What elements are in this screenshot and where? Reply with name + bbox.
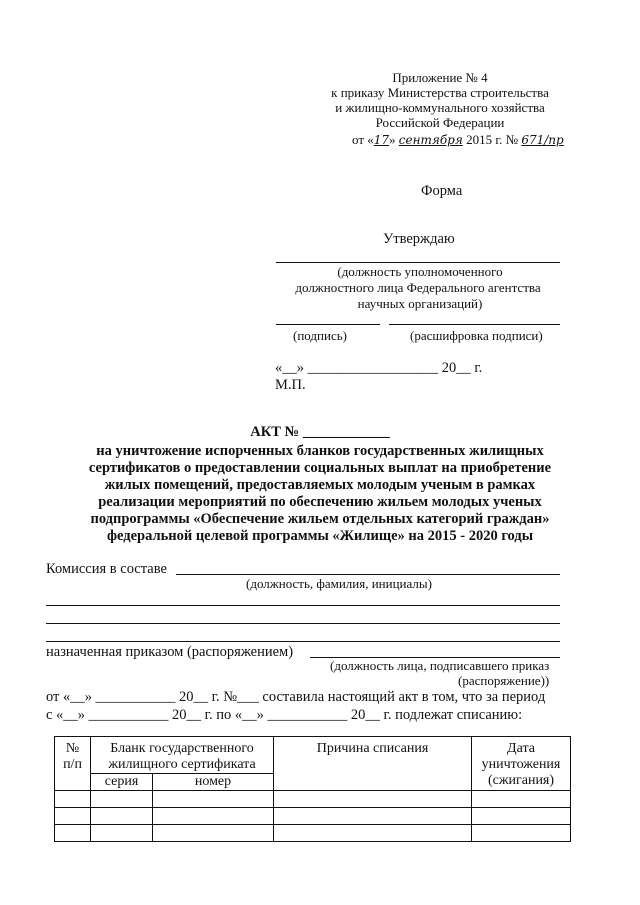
form-label: Форма xyxy=(421,183,463,199)
appointed-caption-2: (распоряжение)) xyxy=(458,673,550,688)
header-date: Дата уничтожения (сжигания) xyxy=(472,737,571,791)
date-number: 671/пр xyxy=(521,133,564,147)
position-caption-3: научных организаций) xyxy=(357,296,483,311)
table-cell xyxy=(472,825,571,842)
appendix-line-1: Приложение № 4 xyxy=(392,70,488,85)
table-cell xyxy=(55,791,91,808)
table-cell xyxy=(274,791,472,808)
date-month: сентября xyxy=(398,133,463,147)
title-line-5: подпрограммы «Обеспечение жильем отдельных категорий граждан» xyxy=(90,511,550,527)
date-prefix: от « xyxy=(352,132,374,147)
position-caption-2: должностного лица Федерального агентства xyxy=(295,280,541,295)
table-cell xyxy=(153,825,274,842)
title-line-6: федеральной целевой программы «Жилище» на 2015 - 2020 годы xyxy=(106,528,534,544)
table-cell xyxy=(55,825,91,842)
appendix-date xyxy=(352,132,564,148)
appointed-caption-1: (должность лица, подписавшего приказ xyxy=(330,658,550,673)
signature-line xyxy=(276,324,380,325)
appendix-line-4: Российской Федерации xyxy=(375,115,505,130)
decoding-caption: (расшифровка подписи) xyxy=(410,328,543,343)
appendix-line-2: к приказу Министерства строительства xyxy=(331,85,549,100)
table-cell xyxy=(55,808,91,825)
table-row xyxy=(55,808,571,825)
decoding-line xyxy=(389,324,560,325)
table-cell xyxy=(472,791,571,808)
table-cell xyxy=(153,808,274,825)
table-cell xyxy=(274,825,472,842)
date-year: 2015 г. № xyxy=(466,132,519,147)
table-cell xyxy=(153,791,274,808)
commission-line xyxy=(176,574,560,575)
header-blank: Бланк государственного жилищного сертификата xyxy=(91,737,274,774)
act-title: АКТ № ____________ xyxy=(250,424,390,440)
header-number: номер xyxy=(153,774,274,791)
table-cell xyxy=(472,808,571,825)
position-caption-1: (должность уполномоченного xyxy=(337,264,503,279)
appointed-label: назначенная приказом (распоряжением) xyxy=(46,644,294,660)
blank-line-3 xyxy=(46,641,560,642)
title-line-4: реализации мероприятий по обеспечению жильем молодых ученых xyxy=(98,494,542,510)
approve-label: Утверждаю xyxy=(383,231,455,247)
position-line xyxy=(276,262,560,263)
header-series: серия xyxy=(91,774,153,791)
header-reason: Причина списания xyxy=(274,737,472,791)
from-line: от «__» ___________ 20__ г. №___ составила настоящий акт в том, что за период xyxy=(46,689,546,705)
table-cell xyxy=(91,808,153,825)
table-cell xyxy=(91,791,153,808)
date-day: 17 xyxy=(373,133,390,147)
commission-label: Комиссия в составе xyxy=(46,561,167,577)
date-sep: » xyxy=(389,132,396,147)
stamp-label: М.П. xyxy=(275,377,306,393)
title-line-2: сертификатов о предоставлении социальных выплат на приобретение xyxy=(88,460,552,476)
table-cell xyxy=(91,825,153,842)
period-line: с «__» ___________ 20__ г. по «__» ___________ 20__ г. подлежат списанию: xyxy=(46,707,523,723)
title-line-1: на уничтожение испорченных бланков государственных жилищных xyxy=(96,443,544,459)
table-cell xyxy=(274,808,472,825)
appendix-line-3: и жилищно-коммунального хозяйства xyxy=(335,100,545,115)
title-line-3: жилых помещений, предоставляемых молодым ученым в рамках xyxy=(104,477,536,493)
approve-date-line: «__» __________________ 20__ г. xyxy=(275,360,483,376)
table-row xyxy=(55,791,571,808)
commission-caption: (должность, фамилия, инициалы) xyxy=(246,576,432,591)
header-num: № п/п xyxy=(55,737,91,791)
blank-line-1 xyxy=(46,605,560,606)
blank-line-2 xyxy=(46,623,560,624)
signature-caption: (подпись) xyxy=(293,328,347,343)
table-row xyxy=(55,825,571,842)
write-off-table xyxy=(54,736,571,842)
